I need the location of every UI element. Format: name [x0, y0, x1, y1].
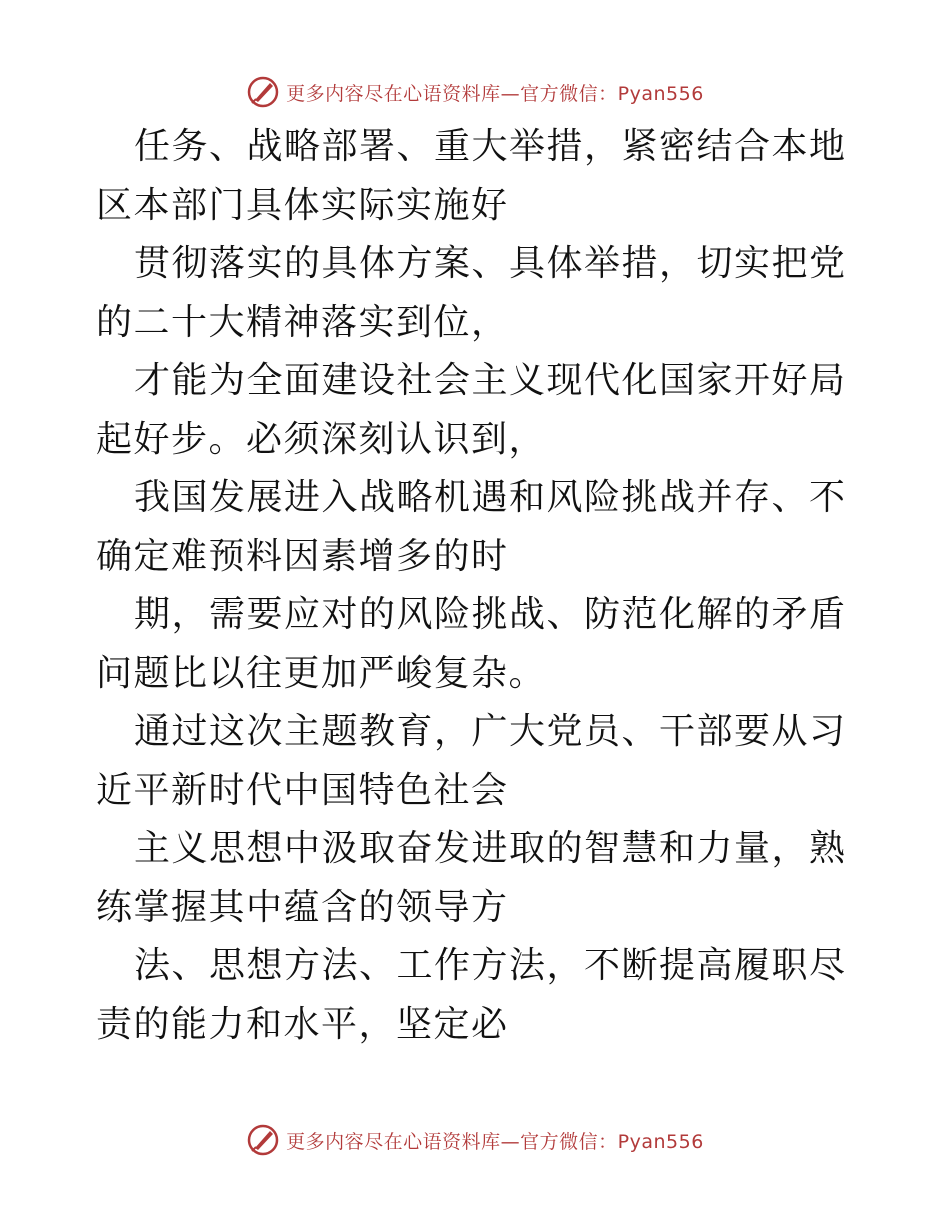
footer-banner — [0, 1120, 950, 1160]
paragraph: 期，需要应对的风险挑战、防范化解的矛盾问题比以往更加严峻复杂。 — [96, 594, 847, 694]
paragraph: 我国发展进入战略机遇和风险挑战并存、不确定难预料因素增多的时 — [96, 477, 847, 577]
paragraph: 法、思想方法、工作方法，不断提高履职尽责的能力和水平，坚定必 — [96, 945, 847, 1045]
header-banner — [0, 72, 950, 112]
header-banner-text: 更多内容尽在心语资料库—官方微信：Pyan556 — [286, 82, 704, 105]
quill-pen-logo-icon — [246, 75, 280, 109]
quill-pen-logo-icon — [246, 1123, 280, 1157]
document-body — [96, 118, 856, 1054]
paragraph: 才能为全面建设社会主义现代化国家开好局起好步。必须深刻认识到， — [96, 360, 847, 460]
paragraph: 贯彻落实的具体方案、具体举措，切实把党的二十大精神落实到位， — [96, 243, 847, 343]
paragraph: 主义思想中汲取奋发进取的智慧和力量，熟练掌握其中蕴含的领导方 — [96, 828, 847, 928]
paragraph: 任务、战略部署、重大举措，紧密结合本地区本部门具体实际实施好 — [96, 126, 847, 226]
paragraph: 通过这次主题教育，广大党员、干部要从习近平新时代中国特色社会 — [96, 711, 847, 811]
footer-banner-text: 更多内容尽在心语资料库—官方微信：Pyan556 — [286, 1130, 704, 1153]
